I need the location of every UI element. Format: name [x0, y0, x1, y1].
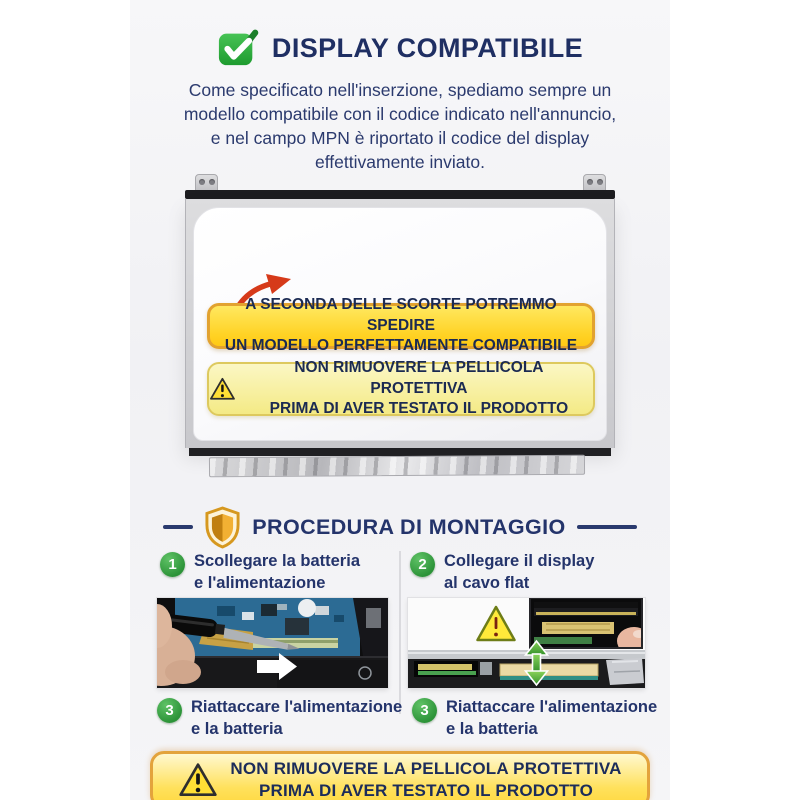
stock-note-line: A SECONDA DELLE SCORTE POTREMMO SPEDIRE [245, 296, 557, 334]
divider-dash-right [577, 525, 637, 529]
procedure-header [130, 505, 670, 549]
column-divider [399, 551, 401, 714]
step-3-left-badge: 3 [157, 698, 182, 723]
divider-dash-left [163, 525, 193, 529]
intro-line: effettivamente inviato. [315, 152, 485, 172]
step-1 [160, 551, 360, 595]
footer-warning-text: NON RIMUOVERE LA PELLICOLA PROTETTIVA PRIMA DI AVER TESTATO IL PRODOTTO [230, 758, 622, 800]
laptop-panel-graphic [185, 172, 615, 476]
procedure-title: PROCEDURA DI MONTAGGIO [252, 514, 566, 539]
step-3-left-label: Riattaccare l'alimentazione e la batteria [191, 698, 403, 738]
step-3-right [412, 697, 657, 741]
step-3-right-badge: 3 [412, 698, 437, 723]
film-warning-text: NON RIMUOVERE LA PELLICOLA PROTETTIVA PRIMA DI AVER TESTATO IL PRODOTTO [269, 359, 569, 418]
step-1-label: Scollegare la batteria e l'alimentazione [194, 552, 360, 592]
intro-line: e nel campo MPN è riportato il codice del display [210, 128, 590, 148]
step-3-left [157, 697, 402, 741]
warning-triangle-icon [209, 377, 236, 401]
step-1-badge: 1 [160, 552, 185, 577]
panel-top-bar [185, 190, 615, 199]
intro-line: Come specificato nell'inserzione, spediamo sempre un [188, 80, 612, 100]
header [130, 24, 670, 72]
stock-note-line: UN MODELLO PERFETTAMENTE COMPATIBILE [224, 337, 578, 355]
step-2 [410, 551, 594, 595]
step-3-right-label: Riattaccare l'alimentazione e la batteria [446, 698, 658, 738]
photo-disconnect-battery [157, 598, 388, 688]
film-warning-box [207, 359, 595, 418]
intro-paragraph [130, 78, 670, 174]
footer-warning-box [150, 751, 650, 800]
shield-icon [204, 506, 241, 549]
stock-note-box [207, 296, 595, 355]
photo-connect-display [408, 598, 645, 688]
warning-triangle-icon [178, 762, 218, 798]
step-2-label: Collegare il display al cavo flat [444, 552, 595, 592]
step-2-badge: 2 [410, 552, 435, 577]
connector-inset-photo [530, 598, 645, 655]
intro-line: modello compatibile con il codice indicato nell'annuncio, [183, 104, 617, 124]
page-title: DISPLAY COMPATIBILE [271, 32, 584, 63]
check-icon [217, 28, 259, 68]
panel-foil-strip [209, 455, 585, 478]
